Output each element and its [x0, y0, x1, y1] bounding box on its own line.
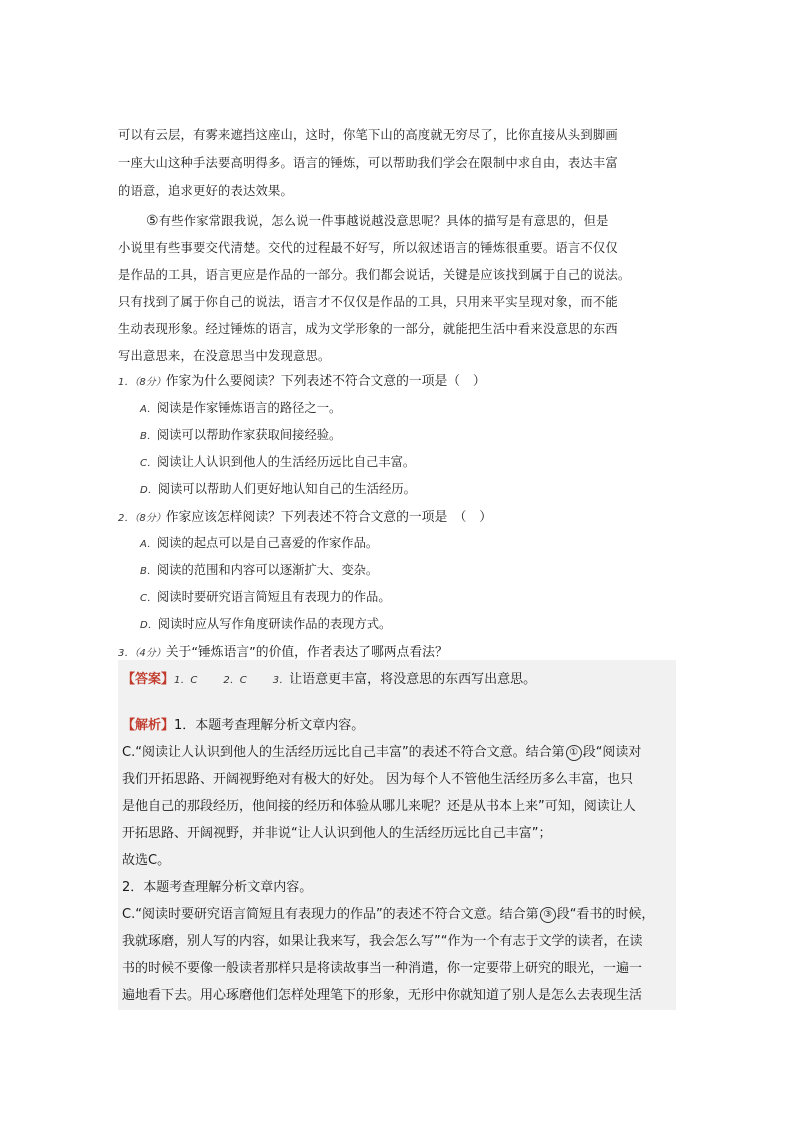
analysis-line: 我们开拓思路、开阔视野绝对有极大的好处。 因为每个人不管他生活经历多么丰富，也只: [122, 772, 634, 787]
analysis-head-2: 2．本题考查理解分析文章内容。: [122, 880, 313, 895]
question-number: 2．: [118, 513, 135, 524]
analysis-line: 是他自己的那段经历，他间接的经历和体验从哪儿来呢？还是从书本上来”可知，阅读让人: [122, 799, 636, 814]
analysis-text: 段“阅读对: [582, 745, 642, 760]
option-label: A．: [140, 539, 157, 550]
question-score: （8分）: [134, 513, 166, 524]
paragraph-marker: ③: [540, 907, 556, 923]
passage-line: 可以有云层，有雾来遮挡这座山，这时，你笔下山的高度就无穷尽了，比你直接从头到脚画: [118, 128, 618, 142]
passage-line: 小说里有些事要交代清楚。交代的过程最不好写，所以叙述语言的锤炼很重要。语言不仅仅: [118, 241, 618, 255]
option-label: C．: [140, 458, 157, 469]
analysis-line: 遍地看下去。用心琢磨他们怎样处理笔下的形象，无形中你就知道了别人是怎么去表现生活: [122, 988, 643, 1003]
analysis-text: C.“阅读时要研究语言简短且有表现力的作品”的表述不符合文意。结合第: [122, 907, 539, 922]
analysis-text: 段“看书的时候，: [556, 907, 655, 922]
passage-text: 有些作家常跟我说，怎么说一件事越说越没意思呢？具体的描写是有意思的，但是: [158, 214, 609, 228]
question-score: （4分）: [134, 648, 166, 659]
answer-tag: 【答案】: [122, 672, 175, 687]
passage-line: 只有找到了属于你自己的说法，语言才不仅仅是作品的工具，只用来平实呈现对象，而不能: [118, 295, 618, 309]
option-d: [140, 479, 416, 497]
analysis-line: 书的时候不要像一般读者那样只是将读故事当一种消遣，你一定要带上研究的眼光，一遍一: [122, 961, 643, 976]
passage-line: 生动表现形象。经过锤炼的语言，成为文学形象的一部分，就能把生活中看来没意思的东西: [118, 322, 618, 336]
option-text: 阅读是作家锤炼语言的路径之一。: [156, 401, 342, 415]
option-a: [140, 533, 378, 551]
option-label: D．: [140, 620, 158, 631]
answer-3-text: 让语意更丰富，将没意思的东西写出意思。: [289, 672, 537, 687]
option-label: C．: [140, 593, 157, 604]
question-2: [118, 506, 492, 525]
answer-1: 1．C: [174, 675, 198, 686]
paragraph-marker: ⑤: [146, 213, 159, 229]
question-text: 作家为什么要阅读？下列表述不符合文意的一项是（ ）: [165, 374, 486, 389]
passage-line: 一座大山这种手法要高明得多。语言的锤炼，可以帮助我们学会在限制中求自由，表达丰富: [118, 156, 618, 170]
answer-line: [122, 668, 536, 687]
answer-3-number: 3．: [272, 675, 290, 686]
option-text: 阅读的起点可以是自己喜爱的作家作品。: [156, 536, 379, 550]
option-label: D．: [140, 485, 158, 496]
passage-line: 写出意思来，在没意思当中发现意思。: [118, 349, 331, 363]
analysis-heading: 1．本题考查理解分析文章内容。: [174, 718, 365, 733]
option-c: [140, 452, 415, 470]
option-c: [140, 587, 391, 605]
option-text: 阅读可以帮助人们更好地认知自己的生活经历。: [157, 482, 416, 496]
option-label: B．: [140, 566, 157, 577]
paragraph-5-first-line: [146, 211, 609, 229]
question-number: 3．: [118, 648, 135, 659]
question-3: [118, 641, 448, 660]
passage-line: 是作品的工具，语言更应是作品的一部分。我们都会说话，关键是应该找到属于自己的说法。: [118, 268, 631, 282]
option-text: 阅读时应从写作角度研读作品的表现方式。: [157, 617, 392, 631]
option-b: [140, 560, 378, 578]
question-score: （8分）: [134, 377, 166, 388]
option-text: 阅读时要研究语言简短且有表现力的作品。: [156, 590, 391, 604]
analysis-line: [122, 741, 641, 761]
option-b: [140, 425, 341, 443]
option-d: [140, 614, 391, 632]
option-text: 阅读的范围和内容可以逐渐扩大、变杂。: [156, 563, 379, 577]
analysis-line: 我就琢磨，别人写的内容，如果让我来写，我会怎么写”“作为一个有志于文学的读者，在读: [122, 934, 643, 949]
analysis-line: 故选C。: [122, 853, 171, 868]
analysis-line: 开拓思路、开阔视野，并非说“让人认识到他人的生活经历远比自己丰富”；: [122, 826, 552, 841]
question-1: [118, 370, 486, 389]
option-text: 阅读让人认识到他人的生活经历远比自己丰富。: [156, 455, 416, 469]
question-text: 作家应该怎样阅读？下列表述不符合文意的一项是 （ ）: [165, 510, 493, 525]
paragraph-marker: ①: [566, 745, 582, 761]
option-label: A．: [140, 404, 157, 415]
analysis-tag: 【解析】: [122, 718, 175, 733]
question-text: 关于“锤炼语言”的价值，作者表达了哪两点看法？: [165, 645, 448, 660]
option-a: [140, 398, 341, 416]
analysis-text: C.“阅读让人认识到他人的生活经历远比自己丰富”的表述不符合文意。结合第: [122, 745, 565, 760]
passage-line: 的语意，追求更好的表达效果。: [118, 184, 293, 198]
analysis-line: [122, 903, 654, 923]
answer-2: 2．C: [223, 675, 247, 686]
option-text: 阅读可以帮助作家获取间接经验。: [156, 428, 342, 442]
option-label: B．: [140, 431, 157, 442]
analysis-head-1: [122, 714, 364, 733]
question-number: 1．: [118, 377, 135, 388]
